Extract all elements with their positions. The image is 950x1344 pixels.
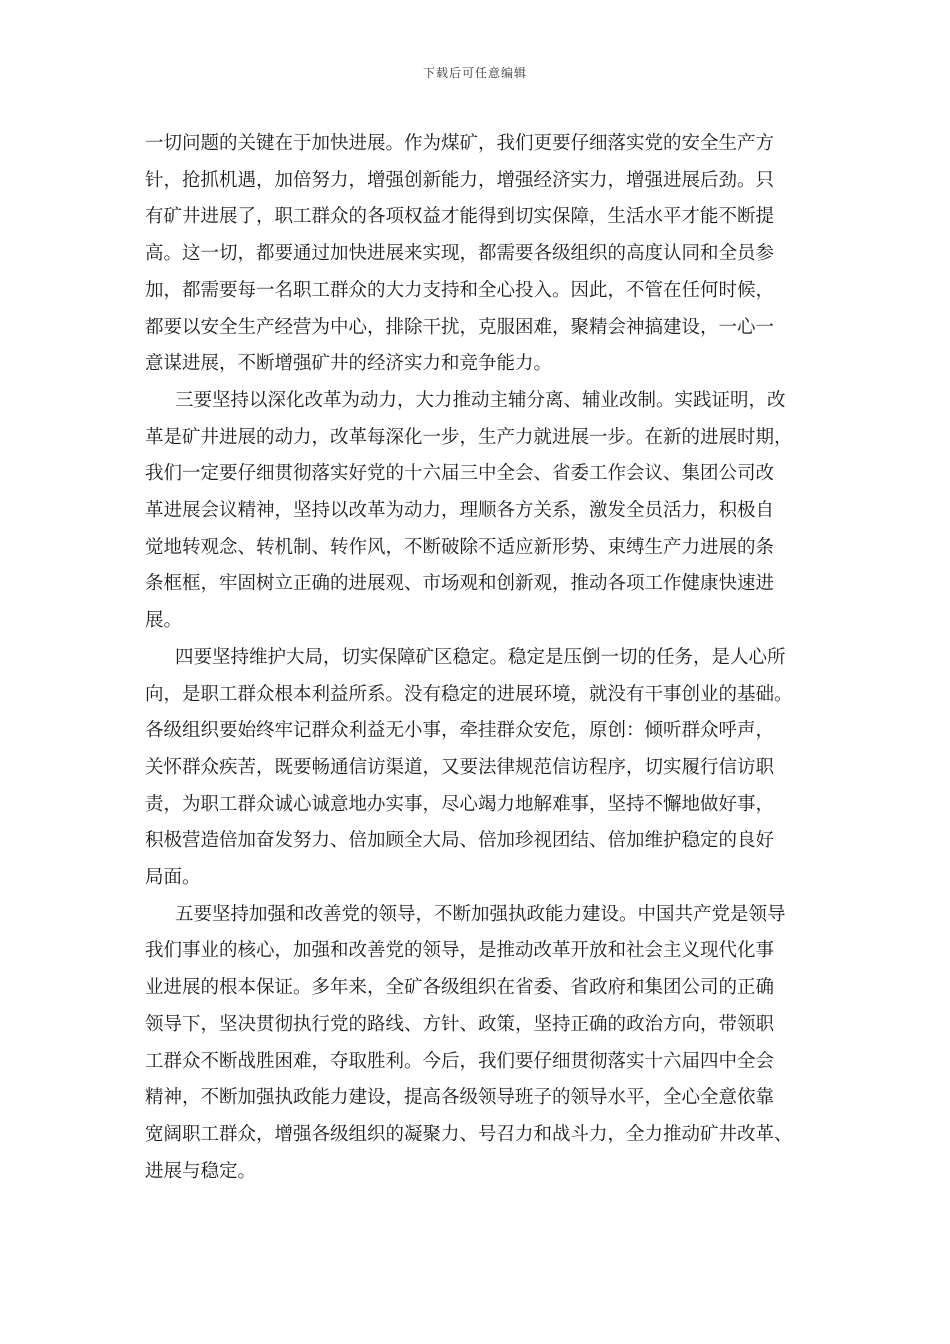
text-line: 积极营造倍加奋发努力、倍加顾全大局、倍加珍视团结、倍加维护稳定的良好 — [145, 830, 775, 852]
text-line: 革进展会议精神，坚持以改革为动力，理顺各方关系，激发全员活力，积极自 — [145, 500, 775, 522]
text-line: 宽阔职工群众，增强各级组织的凝聚力、号召力和战斗力，全力推动矿井改革、 — [145, 1123, 793, 1145]
text-line: 局面。 — [145, 867, 201, 889]
text-line: 高。这一切，都要通过加快进展来实现，都需要各级组织的高度认同和全员参 — [145, 243, 775, 265]
text-line: 三要坚持以深化改革为动力，大力推动主辅分离、辅业改制。实践证明，改 — [175, 389, 786, 411]
text-line: 进展与稳定。 — [145, 1160, 257, 1182]
paragraph-point-four — [145, 640, 809, 897]
text-line: 五要坚持加强和改善党的领导，不断加强执政能力建设。中国共产党是领导 — [175, 903, 786, 925]
text-line: 针，抢抓机遇，加倍努力，增强创新能力，增强经济实力，增强进展后劲。只 — [145, 169, 775, 191]
text-line: 各级组织要始终牢记群众利益无小事，牵挂群众安危，原创：倾听群众呼声， — [145, 720, 775, 742]
text-line: 条框框，牢固树立正确的进展观、市场观和创新观，推动各项工作健康快速进 — [145, 573, 775, 595]
text-line: 革是矿井进展的动力，改革每深化一步，生产力就进展一步。在新的进展时期， — [145, 426, 793, 448]
text-line: 责，为职工群众诚心诚意地办实事，尽心竭力地解难事，坚持不懈地做好事， — [145, 793, 775, 815]
text-line: 向，是职工群众根本利益所系。没有稳定的进展环境，就没有干事创业的基础。 — [145, 683, 793, 705]
text-line: 有矿井进展了，职工群众的各项权益才能得到切实保障，生活水平才能不断提 — [145, 206, 775, 228]
text-line: 展。 — [145, 610, 183, 632]
text-line: 加，都需要每一名职工群众的大力支持和全心投入。因此，不管在任何时候， — [145, 279, 775, 301]
text-line: 关怀群众疾苦，既要畅通信访渠道，又要法律规范信访程序，切实履行信访职 — [145, 756, 775, 778]
text-line: 意谋进展，不断增强矿井的经济实力和竞争能力。 — [145, 353, 553, 375]
page-header-note: 下载后可任意编辑 — [422, 66, 527, 80]
text-line: 四要坚持维护大局，切实保障矿区稳定。稳定是压倒一切的任务，是人心所 — [175, 646, 786, 668]
text-line: 我们一定要仔细贯彻落实好党的十六届三中全会、省委工作会议、集团公司改 — [145, 463, 775, 485]
text-line: 都要以安全生产经营为中心，排除干扰，克服困难，聚精会神搞建设，一心一 — [145, 316, 775, 338]
text-line: 一切问题的关键在于加快进展。作为煤矿，我们更要仔细落实党的安全生产方 — [145, 133, 775, 154]
paragraph-continuation — [145, 126, 809, 383]
text-line: 业进展的根本保证。多年来，全矿各级组织在省委、省政府和集团公司的正确 — [145, 977, 775, 999]
text-line: 我们事业的核心，加强和改善党的领导，是推动改革开放和社会主义现代化事 — [145, 940, 775, 962]
text-line: 觉地转观念、转机制、转作风，不断破除不适应新形势、束缚生产力进展的条 — [145, 536, 775, 558]
text-line: 精神，不断加强执政能力建设，提高各级领导班子的领导水平，全心全意依靠 — [145, 1087, 775, 1109]
text-line: 工群众不断战胜困难，夺取胜利。今后，我们要仔细贯彻落实十六届四中全会 — [145, 1050, 775, 1072]
paragraph-point-five — [145, 897, 809, 1191]
paragraph-point-three — [145, 383, 809, 640]
document-body — [145, 126, 809, 1190]
text-line: 领导下，坚决贯彻执行党的路线、方针、政策，坚持正确的政治方向，带领职 — [145, 1013, 775, 1035]
